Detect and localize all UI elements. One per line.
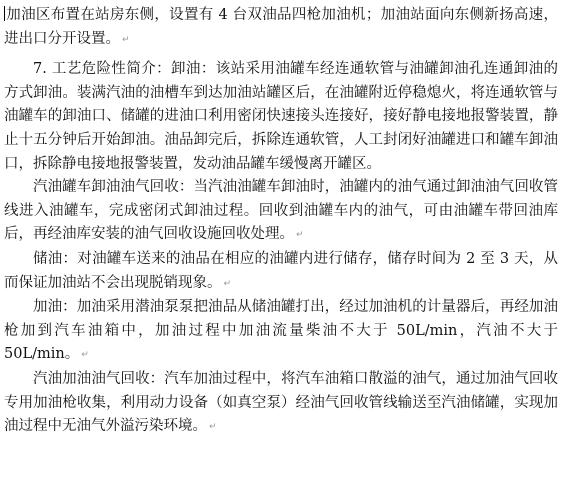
paragraph-text: 汽油加油油气回收：汽车加油过程中，将汽车油箱口散溢的油气，通过加油气回收专用加油枪收集，利用动力设备（如真空泵）经油气回收管线输送至汽油储罐，实现加油过程中无油气外溢污染环境。 <box>4 370 558 435</box>
paragraph-mark-icon: ↵ <box>296 230 304 241</box>
text-cursor <box>4 6 5 21</box>
paragraph-mark-icon: ↵ <box>209 422 217 433</box>
paragraph-refueling <box>4 296 558 368</box>
paragraph-mark-icon: ↵ <box>122 34 130 45</box>
paragraph-storage <box>4 248 558 296</box>
paragraph-mark-icon: ↵ <box>223 278 232 289</box>
paragraph-layout <box>4 4 558 52</box>
paragraph-process-hazard <box>4 58 558 176</box>
paragraph-text: 7. 工艺危险性简介：卸油：该站采用油罐车经连通软管与油罐卸油孔连通卸油的方式卸油。装满汽油的油槽车到达加油站罐区后，在油罐附近停稳熄火，将连通软管与油罐车的卸油口、储罐的进油口利用密闭快速接头连接好，接好静电接地报警装置，静止十五分钟后开始卸油。油品卸完后，拆除连通软管，人工封闭好油罐进口和罐车卸油口，拆除静电接地报警装置，发动油品罐车缓慢离开罐区。 <box>4 61 558 172</box>
paragraph-text: 储油：对油罐车送来的油品在相应的油罐内进行储存，储存时间为 2 至 3 天，从而保证加油站不会出现脱销现象。 <box>4 250 558 291</box>
paragraph-refueling-vapor-recovery <box>4 368 558 440</box>
paragraph-text: 加油区布置在站房东侧，设置有 4 台双油品四枪加油机；加油站面向东侧新扬高速，进出口分开设置。 <box>4 7 558 47</box>
paragraph-unloading-vapor-recovery <box>4 176 558 248</box>
paragraph-text: 汽油罐车卸油油气回收：当汽油油罐车卸油时，油罐内的油气通过卸油油气回收管线进入油罐车，完成密闭式卸油过程。回收到油罐车内的油气，可由油罐车带回油库后，再经油库安装的油气回收设施回收处理。 <box>4 179 558 243</box>
paragraph-text: 加油：加油采用潜油泵泵把油品从储油罐打出，经过加油机的计量器后，再经加油枪加到汽车油箱中，加油过程中加油流量柴油不大于 50L/min，汽油不大于 50L/min。 <box>4 299 558 363</box>
paragraph-mark-icon: ↵ <box>81 350 89 361</box>
